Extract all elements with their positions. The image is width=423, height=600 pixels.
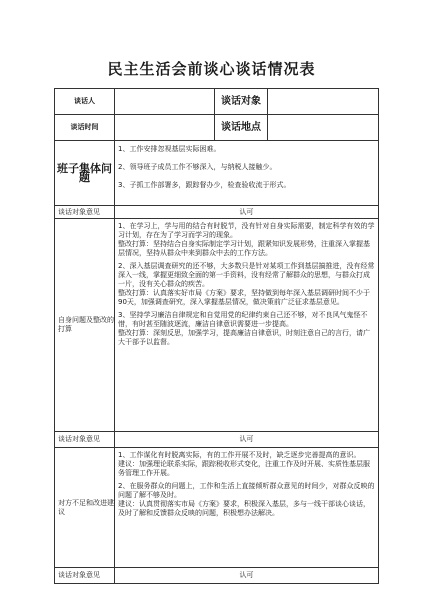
place-value[interactable] <box>268 115 379 141</box>
self-problem-item: 3、坚持学习廉洁自律规定和自觉用党的纪律约束自己还不够，对不良风气鬼怪不惜，有时甚至随波逐流，廉洁自律意识需要进一步提高。 <box>118 311 368 328</box>
shortfalls-content <box>115 448 379 568</box>
self-problem-plan: 整改打算：深刻反思，加强学习，提高廉洁自律意识，时刻注意自己的言行，请广大干部予以监督。 <box>118 329 370 346</box>
row-opinion-3 <box>55 568 379 584</box>
row-opinion-1 <box>55 206 379 219</box>
shortfalls-label: 对方不足和改进建议 <box>55 448 115 568</box>
page-title: 民主生活会前谈心谈话情况表 <box>107 60 316 78</box>
self-problem-item: 2、深入基层调查研究的还不够，大多数只是针对某项工作到基层搞推进，没有经常深入一线，掌握更细致全面的第一手资料，没有经常了解群众的思想，与群众打成一片，没有关心群众的疾苦。 <box>118 262 375 288</box>
time-label: 谈话时间 <box>55 115 115 141</box>
self-problem-item: 1、在学习上，学与用的结合有时脱节，没有针对自身实际需要，制定科学有效的学习计划，存在为了学习而学习的现象。 <box>118 222 375 239</box>
time-value[interactable] <box>115 115 215 141</box>
self-problem-plan: 整改打算：坚持结合自身实际制定学习计划，跟紧知识发展形势，注重深入掌握基层情况，坚持从群众中来到群众中去的工作方法。 <box>118 240 370 257</box>
talk-record-table <box>54 88 379 584</box>
target-label: 谈话对象 <box>215 89 268 115</box>
opinion-label: 谈话对象意见 <box>55 206 115 219</box>
talker-label: 谈话人 <box>55 89 115 115</box>
shortfall-suggestion: 建议：加强理论联系实际，跟踪税收形式变化，注重工作及时开展、实质性基层服务管理工作开展。 <box>118 460 370 477</box>
row-shortfalls <box>55 448 379 568</box>
shortfall-item: 2、在服务群众的问题上，工作和生活上直接倾听群众意见的时间少，对群众反映的问题了解不够及时。 <box>118 482 375 499</box>
shortfall-suggestion: 建议：认真贯彻落实市局《方案》要求，积极深入基层，多与一线干部谈心谈话，及时了解和反馈群众反映的问题，积极想办法解决。 <box>118 500 370 517</box>
row-talker <box>55 89 379 115</box>
row-team-problems <box>55 141 379 206</box>
shortfall-item: 1、工作谋化有时脱离实际，有的工作开展不及时，缺乏逐步完善提高的意识。 <box>118 451 361 459</box>
opinion-value: 认可 <box>115 432 379 448</box>
target-value[interactable] <box>268 89 379 115</box>
team-problem-item: 2、领导班子成员工作不够深入，与纳税人接触少。 <box>118 163 277 171</box>
opinion-label: 谈话对象意见 <box>55 568 115 584</box>
row-time <box>55 115 379 141</box>
team-problems-content <box>115 141 379 206</box>
opinion-value: 认可 <box>115 206 379 219</box>
opinion-value: 认可 <box>115 568 379 584</box>
talker-value[interactable] <box>115 89 215 115</box>
opinion-label: 谈话对象意见 <box>55 432 115 448</box>
team-problem-item: 1、工作安排忽视基层实际困难。 <box>118 145 221 153</box>
row-self-problems <box>55 219 379 432</box>
self-problems-label: 自身问题及整改的打算 <box>55 219 115 432</box>
row-opinion-2 <box>55 432 379 448</box>
team-problems-label: 班子集体问题 <box>55 141 115 206</box>
place-label: 谈话地点 <box>215 115 268 141</box>
self-problems-content <box>115 219 379 432</box>
self-problem-plan: 整改打算：认真落实好市局《方案》要求，坚持做到每年深入基层调研时间不少于90天，加强调查研究，深入掌握基层情况，做决策前广泛征求基层意见。 <box>118 289 370 306</box>
team-problem-item: 3、子抓工作部署多，跟踪督办少，检查验收流于形式。 <box>118 181 291 189</box>
